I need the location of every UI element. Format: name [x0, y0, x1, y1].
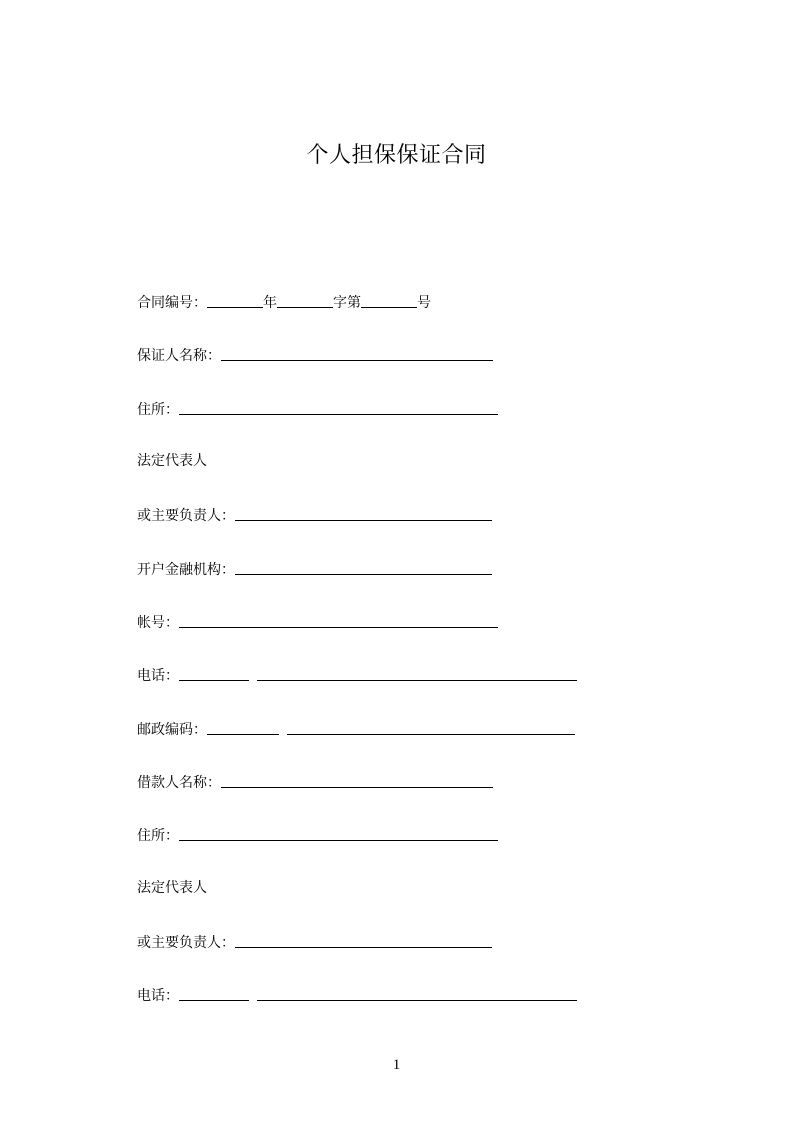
- borrower-principal-label: 或主要负责人：: [137, 935, 235, 951]
- guarantor-postcode-extra-blank[interactable]: [287, 718, 575, 735]
- guarantor-account-label: 帐号：: [137, 615, 179, 631]
- guarantor-postcode-label: 邮政编码：: [137, 722, 207, 738]
- contract-serial-blank[interactable]: [361, 291, 417, 308]
- borrower-principal-row: [137, 930, 492, 952]
- borrower-principal-blank[interactable]: [235, 931, 492, 948]
- guarantor-phone-row: [137, 663, 577, 685]
- page-number: 1: [392, 1057, 401, 1073]
- borrower-phone-row: [137, 983, 577, 1005]
- guarantor-bank-blank[interactable]: [235, 558, 492, 575]
- guarantor-principal-blank[interactable]: [235, 504, 492, 521]
- borrower-phone-blank[interactable]: [179, 984, 249, 1001]
- contract-year-label: 年: [263, 295, 277, 311]
- guarantor-bank-row: [137, 557, 492, 579]
- borrower-name-row: [137, 770, 493, 792]
- guarantor-phone-extra-blank[interactable]: [257, 664, 577, 681]
- borrower-phone-extra-blank[interactable]: [257, 984, 577, 1001]
- document-title: 个人担保保证合同: [306, 143, 487, 168]
- borrower-address-blank[interactable]: [179, 824, 498, 841]
- guarantor-phone-blank[interactable]: [179, 664, 249, 681]
- guarantor-postcode-blank[interactable]: [207, 718, 279, 735]
- guarantor-account-blank[interactable]: [179, 611, 498, 628]
- guarantor-name-label: 保证人名称：: [137, 348, 221, 364]
- guarantor-name-blank[interactable]: [221, 344, 493, 361]
- contract-number-label: 合同编号：: [137, 295, 207, 311]
- borrower-phone-label: 电话：: [137, 988, 179, 1004]
- borrower-address-row: [137, 823, 498, 845]
- guarantor-address-row: [137, 397, 498, 419]
- guarantor-bank-label: 开户金融机构：: [137, 562, 235, 578]
- contract-hao-label: 号: [417, 295, 431, 311]
- borrower-legal-rep-label: 法定代表人: [137, 880, 207, 896]
- contract-zidi-label: 字第: [333, 295, 361, 311]
- guarantor-postcode-row: [137, 717, 575, 739]
- guarantor-principal-row: [137, 503, 492, 525]
- borrower-name-label: 借款人名称：: [137, 775, 221, 791]
- guarantor-phone-label: 电话：: [137, 668, 179, 684]
- borrower-name-blank[interactable]: [221, 771, 493, 788]
- guarantor-legal-rep-label: 法定代表人: [137, 453, 207, 469]
- contract-word-blank[interactable]: [277, 291, 333, 308]
- contract-year-blank[interactable]: [207, 291, 263, 308]
- guarantor-legal-rep-row: [137, 450, 207, 472]
- guarantor-account-row: [137, 610, 498, 632]
- contract-number-row: [137, 290, 431, 312]
- borrower-legal-rep-row: [137, 877, 207, 899]
- guarantor-address-label: 住所：: [137, 402, 179, 418]
- guarantor-name-row: [137, 343, 493, 365]
- guarantor-principal-label: 或主要负责人：: [137, 508, 235, 524]
- guarantor-address-blank[interactable]: [179, 398, 498, 415]
- borrower-address-label: 住所：: [137, 828, 179, 844]
